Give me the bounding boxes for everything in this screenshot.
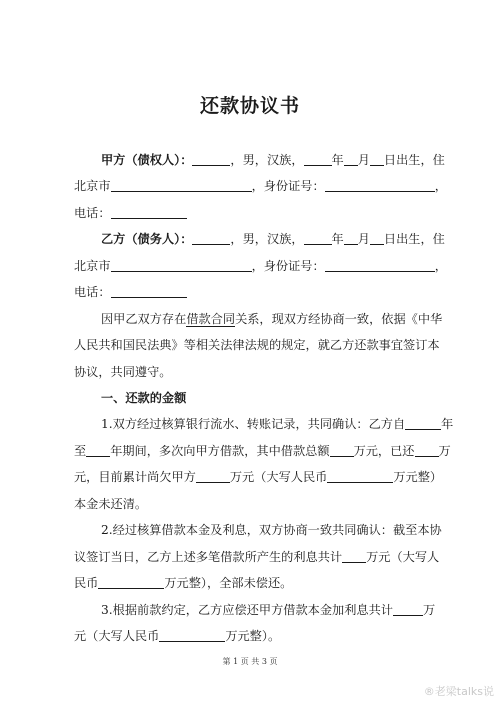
intro-line-1: 因甲乙双方存在借款合同关系，现双方经协商一致，依据《中华 — [101, 312, 443, 326]
party-a-birth-day-blank — [370, 152, 384, 166]
party-b-birth-day-blank — [370, 231, 384, 245]
item2-line-3: 民币 万元整），全部未偿还。 — [74, 576, 293, 590]
item2-interest-uppercase-blank — [98, 575, 164, 589]
party-a-line-2: 北京市 ，身份证号： ， — [74, 179, 447, 193]
item3-total-blank — [393, 602, 423, 616]
party-a-label: 甲方（债权人）： — [101, 153, 193, 167]
item3-line-1: 3.根据前款约定，乙方应偿还甲方借款本金加利息共计 万 — [101, 603, 436, 617]
item2-line-2: 议签订当日，乙方上述多笔借款所产生的利息共计 万元（大写人 — [74, 550, 440, 564]
party-a-line-3: 电话： — [74, 205, 187, 221]
item1-end-year-blank — [86, 443, 110, 457]
item2-interest-blank — [342, 549, 366, 563]
section-heading-1: 一、还款的金额 — [101, 391, 187, 405]
total-pages: 3 — [261, 657, 267, 666]
party-b-line-1: 乙方（债务人）： ，男，汉族， 年 月 日出生，住 — [101, 232, 445, 246]
item1-owed-blank — [196, 469, 230, 483]
party-b-address-blank — [111, 258, 252, 272]
party-a-address-blank — [111, 178, 252, 192]
page-footer: 第 1 页 共 3 页 — [222, 657, 278, 666]
watermark: ®老梁talks说 — [423, 685, 494, 698]
party-a-line-1: 甲方（债权人）： ，男，汉族， 年 月 日出生，住 — [101, 153, 445, 167]
party-b-line-2: 北京市 ，身份证号： ， — [74, 259, 447, 273]
loan-contract-link[interactable]: 借款合同 — [186, 312, 236, 326]
party-b-name-blank — [192, 231, 230, 245]
party-a-id-blank — [325, 178, 435, 192]
party-b-birth-month-blank — [344, 231, 358, 245]
item1-repaid-blank — [415, 443, 439, 457]
item3-line-2: 元（大写人民币 万元整）。 — [74, 629, 281, 643]
item1-line-1: 1.双方经过核算银行流水、转账记录，共同确认：乙方自 年 — [101, 417, 454, 431]
document-title: 还款协议书 — [199, 95, 300, 117]
party-b-birth-year-blank — [304, 231, 332, 245]
party-a-birth-year-blank — [304, 152, 332, 166]
party-a-phone-blank — [111, 205, 187, 219]
party-b-phone-blank — [111, 284, 187, 298]
party-b-label: 乙方（债务人）： — [101, 232, 193, 246]
item1-line-4: 本金未还清。 — [74, 497, 148, 511]
intro-line-2: 人民共和国民法典》等相关法律法规的规定，就乙方还款事宜签订本 — [74, 338, 440, 352]
item1-start-year-blank — [405, 416, 441, 430]
intro-line-3: 协议，共同遵守。 — [74, 365, 172, 379]
party-b-id-blank — [325, 258, 435, 272]
party-a-name-blank — [192, 152, 230, 166]
item1-owed-uppercase-blank — [327, 469, 393, 483]
item2-line-1: 2.经过核算借款本金及利息，双方协商一致共同确认：截至本协 — [101, 523, 442, 537]
item1-line-3: 元，目前累计尚欠甲方 万元（大写人民币 万元整） — [74, 470, 443, 484]
page-number: 1 — [233, 657, 239, 666]
party-a-birth-month-blank — [344, 152, 358, 166]
item3-total-uppercase-blank — [159, 628, 225, 642]
party-b-line-3: 电话： — [74, 284, 187, 300]
item1-line-2: 至 年期间，多次向甲方借款，其中借款总额 万元，已还 万 — [74, 444, 451, 458]
item1-total-blank — [330, 443, 354, 457]
